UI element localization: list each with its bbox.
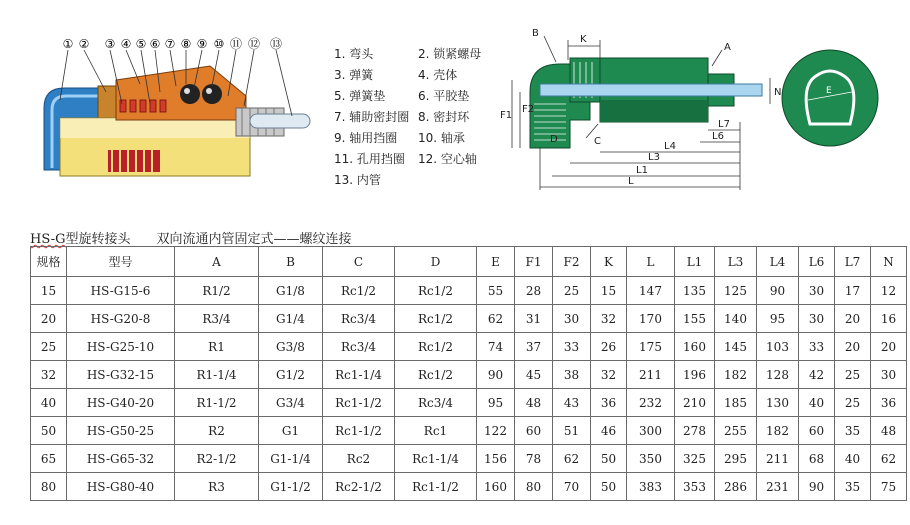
table-cell: R1 [175,333,259,361]
table-cell: R2-1/2 [175,445,259,473]
table-cell: 211 [627,361,675,389]
table-cell: 30 [871,361,907,389]
table-cell: 62 [871,445,907,473]
legend-item: 8. 密封环 [418,110,470,124]
legend-item: 5. 弹簧垫 [334,89,386,103]
table-cell: 25 [553,277,591,305]
table-cell: 46 [591,417,627,445]
table-cell: 62 [477,305,515,333]
table-cell: G1/4 [259,305,323,333]
column-header: K [591,247,627,277]
table-cell: 128 [757,361,799,389]
table-row [31,277,907,305]
table-cell: Rc3/4 [395,389,477,417]
table-cell: 160 [477,473,515,501]
table-cell: G1/8 [259,277,323,305]
table-cell: 70 [553,473,591,501]
table-cell: 122 [477,417,515,445]
table-cell: Rc2 [323,445,395,473]
table-cell: 55 [477,277,515,305]
dim-label-k: K [580,34,587,45]
table-row [31,417,907,445]
table-cell: R1-1/2 [175,389,259,417]
table-cell: 20 [835,305,871,333]
table-cell: 130 [757,389,799,417]
table-cell: 43 [553,389,591,417]
dim-label-d: D [550,134,558,145]
table-cell: 12 [871,277,907,305]
table-cell: 32 [31,361,67,389]
table-cell: 210 [675,389,715,417]
table-cell: Rc1-1/4 [395,445,477,473]
column-header: N [871,247,907,277]
legend-item: 3. 弹簧 [334,68,374,82]
column-header: F1 [515,247,553,277]
table-cell: 90 [477,361,515,389]
legend-item: 1. 弯头 [334,47,374,61]
table-cell: 135 [675,277,715,305]
dim-label-l1: L1 [636,165,648,176]
cross-section-view [782,50,878,146]
legend-item: 9. 轴用挡圈 [334,131,398,145]
table-cell: 50 [31,417,67,445]
legend-item: 11. 孔用挡圈 [334,152,405,166]
table-cell: 140 [715,305,757,333]
table-cell: 60 [799,417,835,445]
dim-label-l6: L6 [712,131,724,142]
column-header: C [323,247,395,277]
dim-label-f1: F1 [500,110,513,121]
table-cell: 15 [591,277,627,305]
dim-label-n: N [774,87,782,98]
table-cell: Rc1/2 [395,333,477,361]
table-cell: 300 [627,417,675,445]
table-cell: HS-G80-40 [67,473,175,501]
table-cell: 175 [627,333,675,361]
table-cell: 30 [799,277,835,305]
table-cell: 60 [515,417,553,445]
legend-item: 10. 轴承 [418,131,465,145]
column-header: L3 [715,247,757,277]
table-cell: Rc1-1/2 [395,473,477,501]
table-cell: 75 [871,473,907,501]
column-header: 规格 [31,247,67,277]
callout-11: ⑪ [229,37,243,51]
table-cell: 182 [715,361,757,389]
column-header: L [627,247,675,277]
parts-legend [334,46,481,187]
table-cell: 35 [835,417,871,445]
table-cell: 232 [627,389,675,417]
table-cell: Rc1/2 [395,305,477,333]
dim-label-l4: L4 [664,141,676,152]
table-cell: 36 [591,389,627,417]
table-cell: 20 [31,305,67,333]
table-cell: 278 [675,417,715,445]
legend-item: 6. 平胶垫 [418,89,470,103]
table-row [31,473,907,501]
dim-label-a: A [724,42,731,53]
model-code: HS-G [30,232,66,247]
table-cell: 50 [591,445,627,473]
table-cell: 156 [477,445,515,473]
table-cell: 65 [31,445,67,473]
callout-10: ⑩ [213,37,225,51]
table-cell: 25 [31,333,67,361]
table-cell: Rc1-1/2 [323,389,395,417]
table-cell: R3/4 [175,305,259,333]
table-row [31,361,907,389]
table-header-row [31,247,907,277]
table-cell: HS-G50-25 [67,417,175,445]
table-cell: 28 [515,277,553,305]
table-cell: 42 [799,361,835,389]
table-cell: 95 [757,305,799,333]
table-cell: 32 [591,305,627,333]
column-header: 型号 [67,247,175,277]
table-cell: HS-G65-32 [67,445,175,473]
table-cell: R1/2 [175,277,259,305]
table-cell: R1-1/4 [175,361,259,389]
table-cell: 36 [871,389,907,417]
table-cell: 95 [477,389,515,417]
column-header: L7 [835,247,871,277]
dimension-drawing [500,28,781,190]
table-cell: HS-G15-6 [67,277,175,305]
table-cell: 125 [715,277,757,305]
table-cell: 103 [757,333,799,361]
table-cell: 35 [835,473,871,501]
callout-4: ④ [120,37,132,51]
table-cell: 25 [835,361,871,389]
column-header: L1 [675,247,715,277]
callout-8: ⑧ [180,37,192,51]
table-cell: Rc3/4 [323,333,395,361]
table-cell: 26 [591,333,627,361]
table-cell: 68 [799,445,835,473]
table-cell: 231 [757,473,799,501]
table-cell: G1 [259,417,323,445]
dim-label-l7: L7 [718,119,730,130]
dim-label-l3: L3 [648,152,660,163]
callout-12: ⑫ [247,37,261,51]
table-cell: 80 [515,473,553,501]
table-cell: G3/8 [259,333,323,361]
table-cell: 45 [515,361,553,389]
table-cell: 33 [553,333,591,361]
table-cell: 15 [31,277,67,305]
column-header: A [175,247,259,277]
product-name: 型旋转接头 [65,232,131,247]
table-cell: HS-G32-15 [67,361,175,389]
cutaway-illustration [44,37,310,176]
table-cell: 255 [715,417,757,445]
table-cell: 32 [591,361,627,389]
dim-label-b: B [532,28,539,39]
table-cell: Rc1-1/2 [323,417,395,445]
table-cell: 30 [799,305,835,333]
table-cell: Rc1/2 [395,361,477,389]
legend-item: 13. 内管 [334,173,381,187]
callout-3: ③ [104,37,116,51]
table-cell: Rc1/2 [395,277,477,305]
table-cell: 16 [871,305,907,333]
column-header: F2 [553,247,591,277]
table-cell: 50 [591,473,627,501]
table-cell: 20 [835,333,871,361]
table-cell: HS-G25-10 [67,333,175,361]
table-cell: 160 [675,333,715,361]
callout-6: ⑥ [149,37,161,51]
table-cell: 38 [553,361,591,389]
table-cell: Rc2-1/2 [323,473,395,501]
table-cell: Rc1 [395,417,477,445]
table-cell: 30 [553,305,591,333]
table-cell: 325 [675,445,715,473]
table-cell: G1-1/2 [259,473,323,501]
table-cell: 196 [675,361,715,389]
table-cell: G3/4 [259,389,323,417]
dim-label-f2: F2 [522,104,535,115]
table-cell: 48 [515,389,553,417]
table-cell: 17 [835,277,871,305]
table-cell: Rc1/2 [323,277,395,305]
callout-7: ⑦ [164,37,176,51]
table-cell: HS-G20-8 [67,305,175,333]
table-cell: 37 [515,333,553,361]
table-row [31,445,907,473]
table-cell: 90 [799,473,835,501]
table-cell: 80 [31,473,67,501]
table-cell: Rc1-1/4 [323,361,395,389]
product-figure [0,0,910,215]
table-cell: 353 [675,473,715,501]
column-header: L6 [799,247,835,277]
spec-table [30,246,907,501]
column-header: D [395,247,477,277]
table-row [31,305,907,333]
table-cell: 51 [553,417,591,445]
table-cell: HS-G40-20 [67,389,175,417]
callout-9: ⑨ [196,37,208,51]
table-cell: 78 [515,445,553,473]
column-header: L4 [757,247,799,277]
legend-item: 7. 辅助密封圈 [334,110,410,124]
table-cell: Rc3/4 [323,305,395,333]
table-cell: 211 [757,445,799,473]
table-cell: 185 [715,389,757,417]
table-cell: 182 [757,417,799,445]
column-header: B [259,247,323,277]
table-cell: 286 [715,473,757,501]
table-cell: 40 [799,389,835,417]
table-cell: 25 [835,389,871,417]
legend-item: 12. 空心轴 [418,152,477,166]
table-cell: 155 [675,305,715,333]
table-cell: 40 [835,445,871,473]
table-cell: 31 [515,305,553,333]
table-cell: 90 [757,277,799,305]
table-cell: 74 [477,333,515,361]
table-cell: 350 [627,445,675,473]
column-header: E [477,247,515,277]
table-cell: 62 [553,445,591,473]
dim-label-l: L [628,176,634,187]
table-cell: 145 [715,333,757,361]
table-cell: 295 [715,445,757,473]
table-title [30,228,352,247]
table-row [31,333,907,361]
table-cell: G1-1/4 [259,445,323,473]
table-cell: R2 [175,417,259,445]
dim-label-e: E [826,86,832,96]
legend-item: 2. 锁紧螺母 [418,47,482,61]
callout-5: ⑤ [135,37,147,51]
product-subtitle: 双向流通内管固定式——螺纹连接 [156,232,352,247]
table-cell: G1/2 [259,361,323,389]
legend-item: 4. 壳体 [418,68,458,82]
callout-1: ① [62,37,74,51]
table-cell: 48 [871,417,907,445]
table-cell: 20 [871,333,907,361]
table-cell: 383 [627,473,675,501]
table-cell: 147 [627,277,675,305]
table-cell: 40 [31,389,67,417]
table-row [31,389,907,417]
table-cell: R3 [175,473,259,501]
callout-2: ② [78,37,90,51]
dim-label-c: C [594,136,601,147]
table-cell: 170 [627,305,675,333]
table-cell: 33 [799,333,835,361]
callout-13: ⑬ [269,37,283,51]
